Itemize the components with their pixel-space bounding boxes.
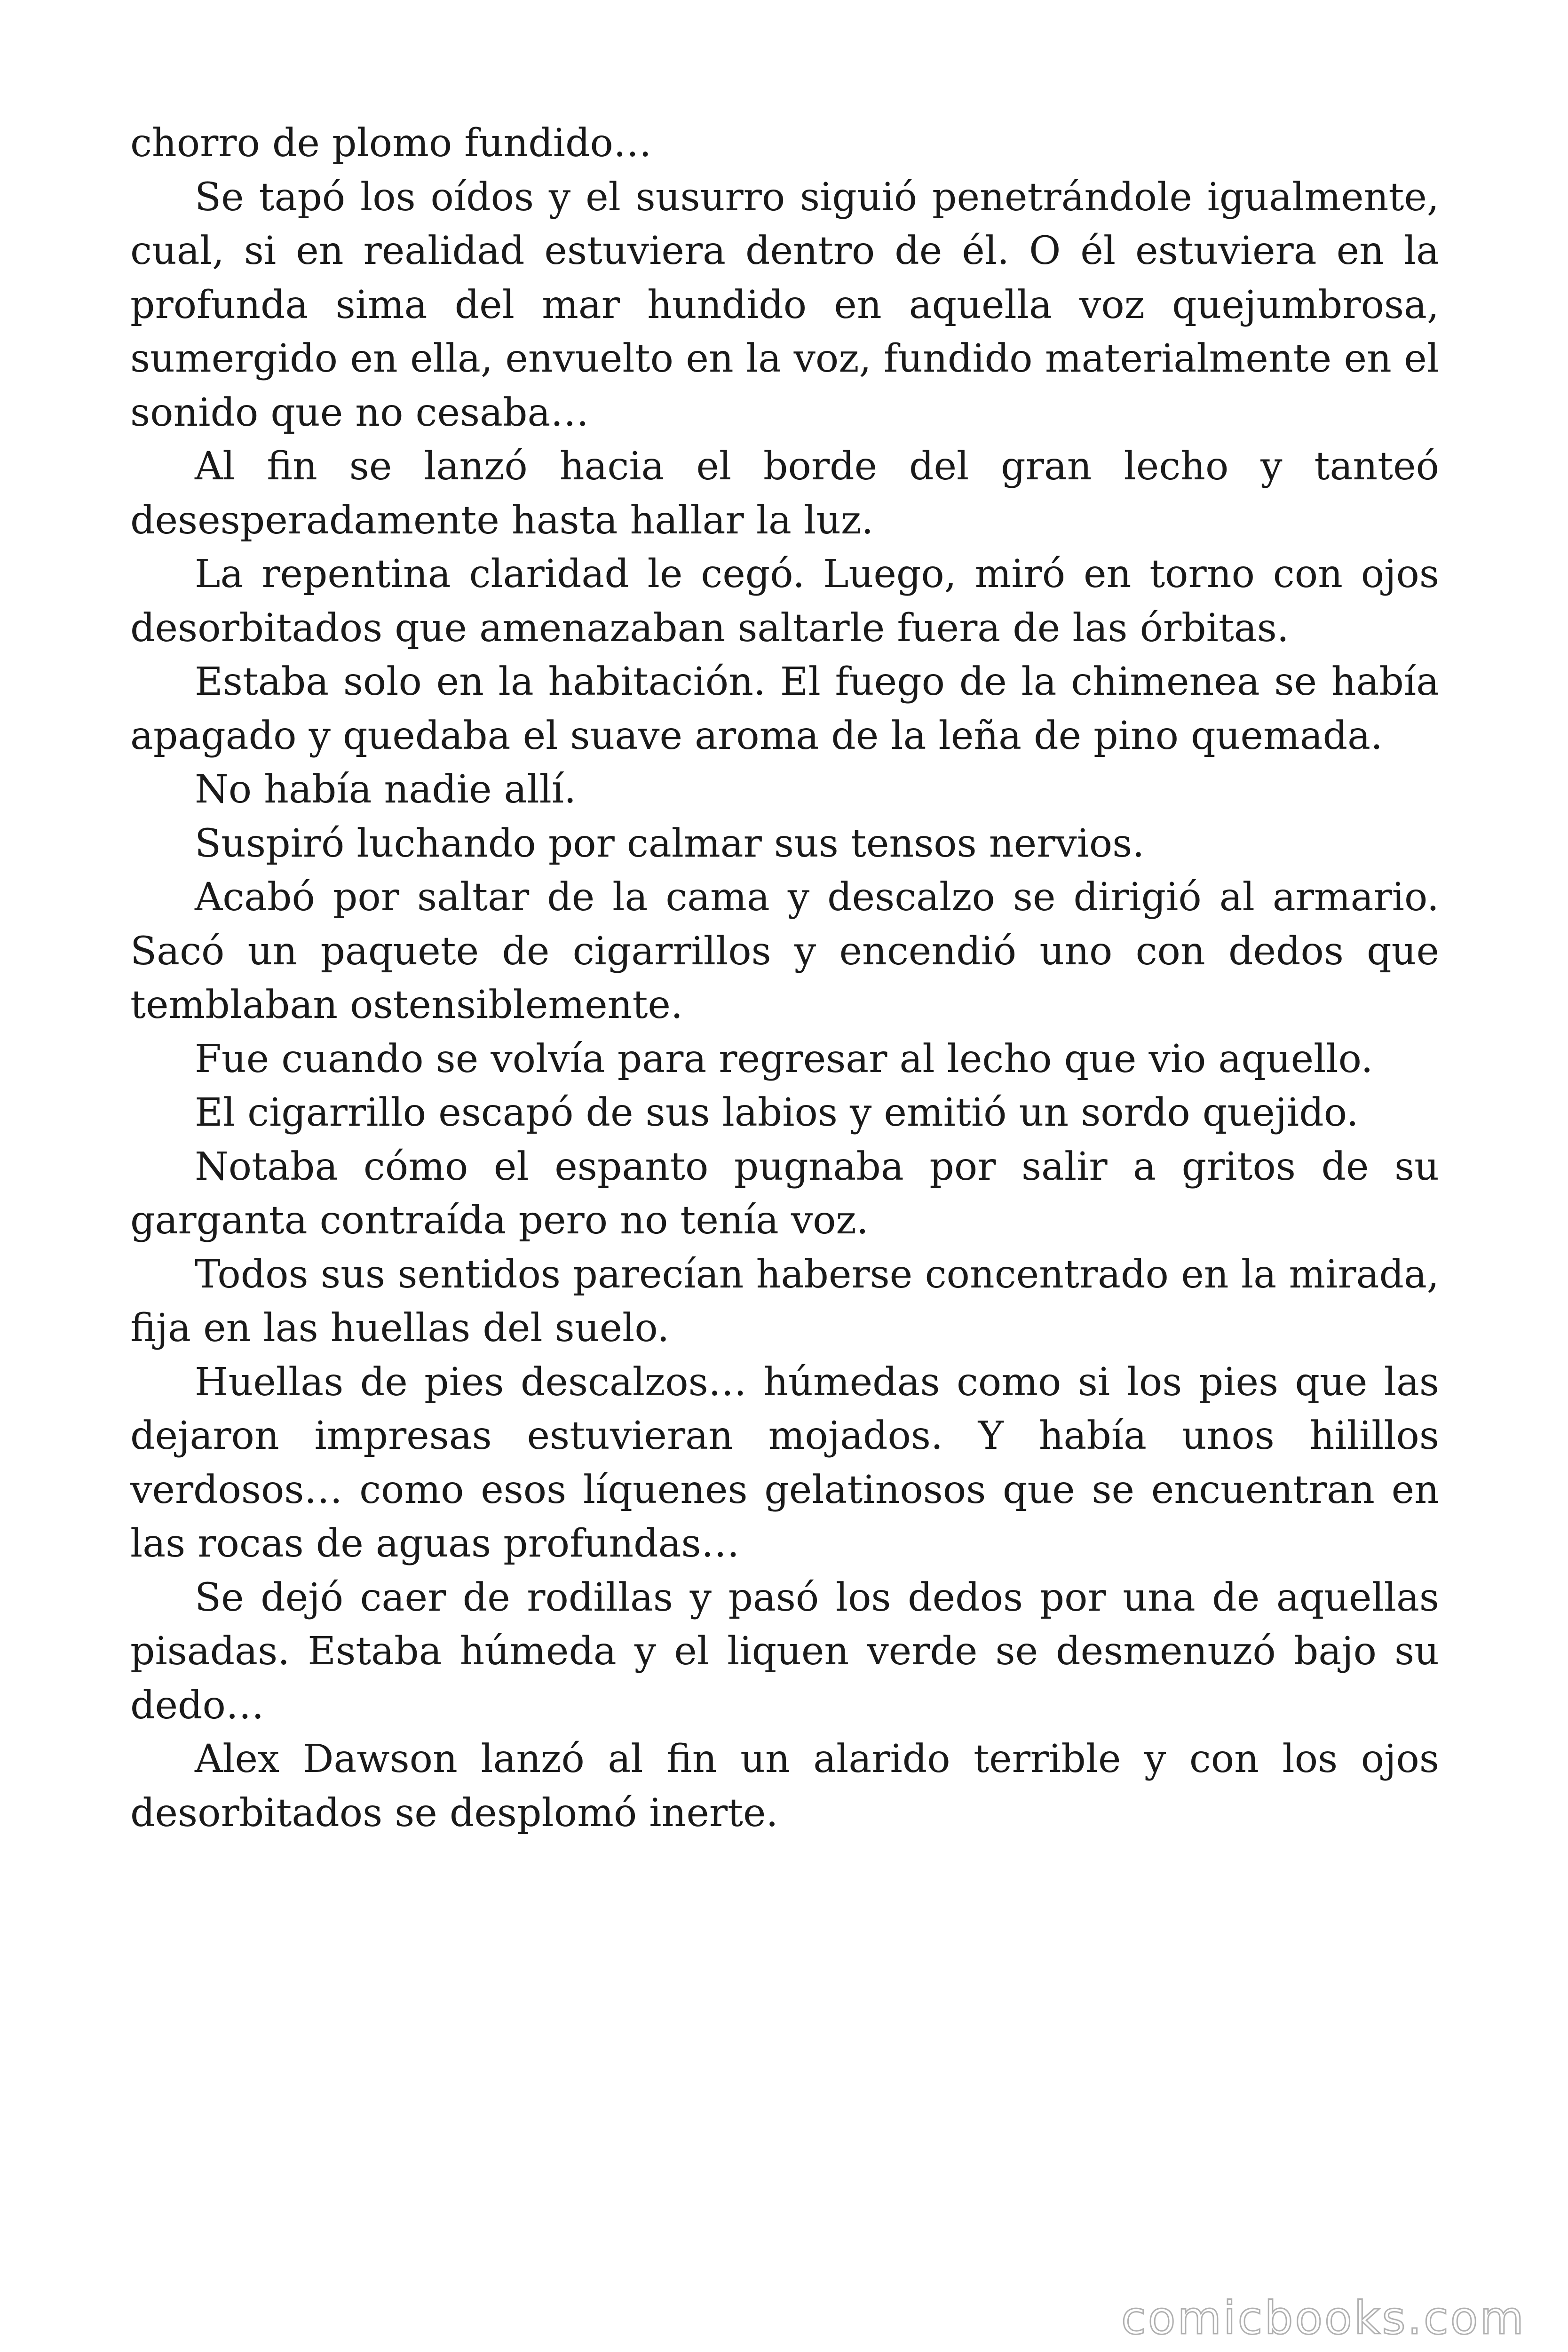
- page-body: [130, 117, 1439, 1840]
- paragraph: Se dejó caer de rodillas y pasó los dedos por una de aquellas pisadas. Estaba húmeda y el liquen verde se desmenuzó bajo su dedo…: [130, 1575, 1439, 1728]
- paragraph: Suspiró luchando por calmar sus tensos nervios.: [195, 821, 1145, 866]
- paragraph: Todos sus sentidos parecían haberse concentrado en la mirada, fija en las huellas del suelo.: [130, 1252, 1439, 1351]
- paragraph: chorro de plomo fundido…: [130, 121, 652, 166]
- paragraph: Notaba cómo el espanto pugnaba por salir a gritos de su garganta contraída pero no tenía voz.: [130, 1144, 1439, 1243]
- paragraph: Al fin se lanzó hacia el borde del gran lecho y tanteó desesperadamente hasta hallar la luz.: [130, 444, 1439, 543]
- paragraph: Acabó por saltar de la cama y descalzo se dirigió al armario. Sacó un paquete de cigarrillos y encendió uno con dedos que temblaban ostensiblemente.: [130, 875, 1439, 1027]
- paragraph: Huellas de pies descalzos… húmedas como si los pies que las dejaron impresas estuvieran mojados. Y había unos hilillos verdosos… como esos líquenes gelatinosos que se encuentran en las rocas de aguas profundas…: [130, 1359, 1439, 1566]
- paragraph: La repentina claridad le cegó. Luego, miró en torno con ojos desorbitados que amenazaban saltarle fuera de las órbitas.: [130, 552, 1439, 651]
- paragraph: Alex Dawson lanzó al fin un alarido terrible y con los ojos desorbitados se desplomó inerte.: [130, 1737, 1439, 1836]
- paragraph: Fue cuando se volvía para regresar al lecho que vio aquello.: [195, 1036, 1373, 1081]
- paragraph: Se tapó los oídos y el susurro siguió penetrándole igualmente, cual, si en realidad estuviera dentro de él. O él estuviera en la profunda sima del mar hundido en aquella voz quejumbrosa, sumergido en ella, envuelto en la voz, fundido materialmente en el sonido que no cesaba…: [130, 175, 1439, 435]
- watermark: comicbooks.com: [1121, 2292, 1526, 2344]
- paragraph: Estaba solo en la habitación. El fuego de la chimenea se había apagado y quedaba el suave aroma de la leña de pino quemada.: [130, 660, 1439, 758]
- paragraph: No había nadie allí.: [195, 767, 577, 812]
- paragraph: El cigarrillo escapó de sus labios y emitió un sordo quejido.: [195, 1090, 1359, 1135]
